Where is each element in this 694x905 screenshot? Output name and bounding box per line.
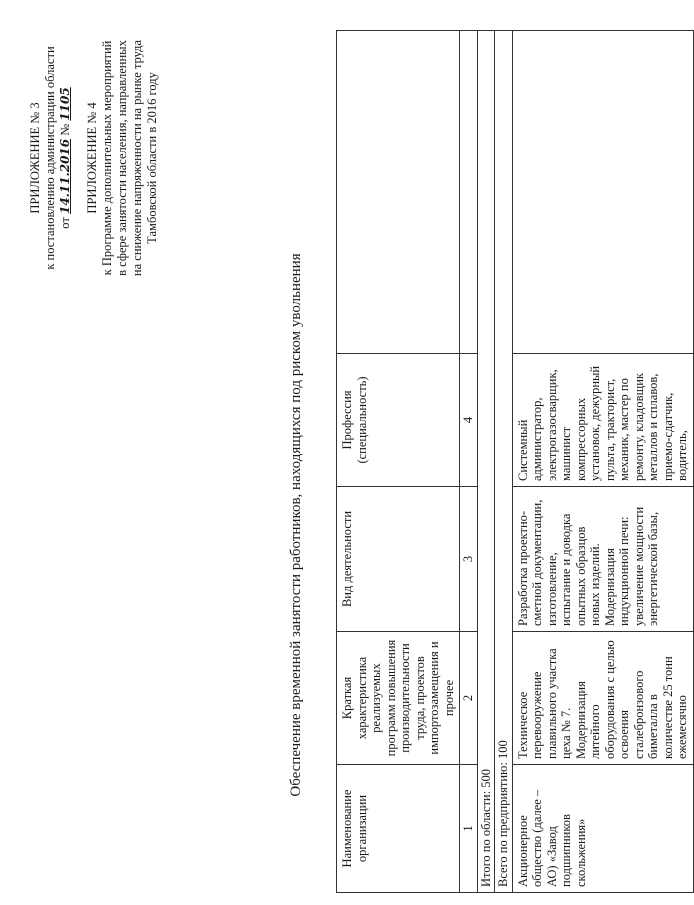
- activity-cell: Разработка проектно-сметной документации, изготовление, испытание и доводка опытных образцов новых изделий. Модернизация индукционной печи: увеличение мощности энергетической базы,: [512, 487, 693, 632]
- appendix-block: [28, 13, 160, 303]
- document-title: Обеспечение временной занятости работников, находящихся под риском увольнения: [288, 253, 304, 797]
- column-numbers-row: [460, 31, 478, 893]
- program-line-4: Тамбовской области в 2016 году: [145, 72, 159, 244]
- handwritten-date: 14.11.2016: [58, 138, 72, 215]
- column-number: 2: [460, 632, 478, 765]
- header-profession: Профессия (специальность): [337, 354, 460, 487]
- header-activity: Вид деятельности: [337, 487, 460, 632]
- resolution-date-line: [58, 13, 73, 303]
- header-organization: Наименование организации: [337, 765, 460, 893]
- program-line-3: на снижение напряженности на рынке труда: [130, 39, 144, 277]
- employment-table: [336, 30, 694, 893]
- number-prefix: №: [58, 123, 72, 136]
- enterprise-total-row: [495, 31, 513, 893]
- header-program: Краткая характеристика реализуемых программ повышения производительности труда, проектов импортозамещения и прочее: [337, 632, 460, 765]
- program-line-1: к Программе дополнительных мероприятий: [100, 40, 114, 276]
- appendix-title-2: ПРИЛОЖЕНИЕ № 4: [85, 102, 99, 214]
- column-number: 4: [460, 354, 478, 487]
- column-number: 1: [460, 765, 478, 893]
- resolution-line: к постановлению администрации области: [43, 46, 57, 270]
- enterprise-total: Всего по предприятию: 100: [495, 31, 513, 893]
- profession-cell: Системный администратор, электрогазосварщик, машинист компрессорных установок, дежурный пульта, тракторист, механик, мастер по ремонту, кладовщик металлов и сплавов, приемо-сдатчик, водитель,: [512, 354, 693, 487]
- organization-cell: Акционерное общество (далее – АО) «Завод подшипников скольжения»: [512, 765, 693, 893]
- extra-cell: [512, 31, 693, 354]
- region-total-row: [477, 31, 495, 893]
- program-line-2: в сфере занятости населения, направленных: [115, 40, 129, 276]
- table-header-row: [337, 31, 460, 893]
- date-prefix: от: [58, 217, 72, 229]
- header-extra: [337, 31, 460, 354]
- handwritten-number: 1105: [58, 87, 72, 121]
- appendix-title: ПРИЛОЖЕНИЕ № 3: [28, 102, 42, 214]
- program-cell: Техническое перевооружение плавильного участка цеха № 7. Модернизация литейного оборудования с целью освоения сталебронзового биметалла в количестве 25 тонн ежемесячно: [512, 632, 693, 765]
- region-total: Итого по области: 500: [477, 31, 495, 893]
- column-number: [460, 31, 478, 354]
- column-number: 3: [460, 487, 478, 632]
- table-row: [512, 31, 693, 893]
